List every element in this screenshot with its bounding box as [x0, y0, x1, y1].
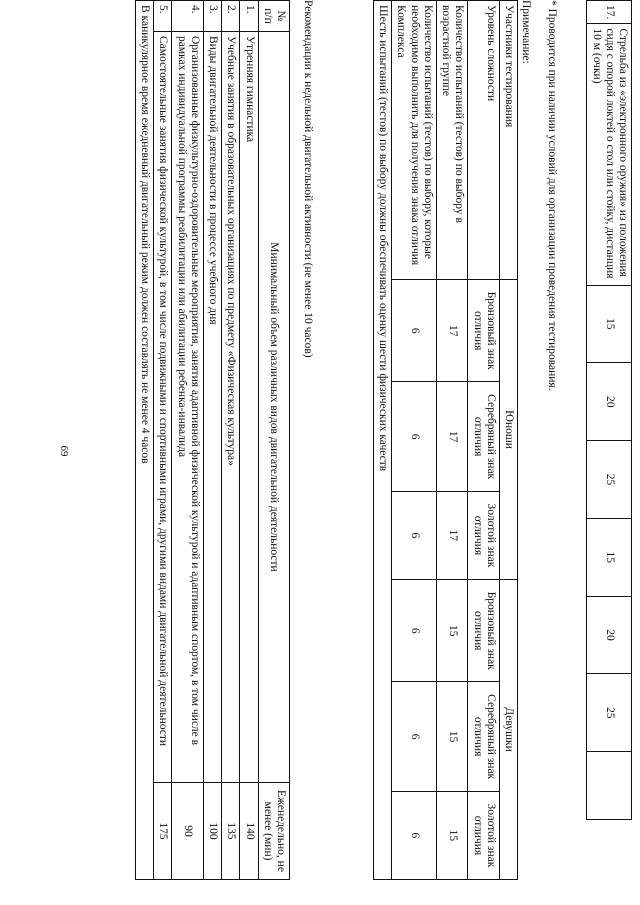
row-number: 1.: [240, 1, 258, 32]
value-cell: 15: [436, 580, 467, 682]
norm-table: [373, 0, 518, 880]
footnote: * Проводится при наличии условий для организации проведения тестирования.: [546, 0, 558, 391]
value-cell: 17: [436, 382, 467, 491]
value-cell: 20: [587, 596, 632, 674]
group-girls: Девушки: [499, 580, 517, 880]
level-cell: Золотой знак отличия: [468, 791, 499, 879]
value-cell: 6: [392, 791, 437, 879]
value-cell: 17: [436, 280, 467, 382]
participants-label: Участники тестирования: [499, 1, 517, 280]
table-row: [172, 1, 203, 880]
level-cell: Золотой знак отличия: [468, 491, 499, 579]
last-row-text: Шесть испытаний (тестов) по выбору должны обеспечивать оценку шести физических качеств: [374, 1, 392, 880]
value-cell: 20: [587, 363, 632, 441]
table-footer: В каникулярное время ежедневный двигательный режим должен составлять не менее 4 часов: [136, 1, 154, 880]
col-activity-header: Минимальный объем различных видов двигательной деятельности: [258, 32, 289, 783]
row-text: Организованные физкультурно-оздоровительные мероприятия, занятия адаптивной физической культурой и адаптивным спортом, в том числе в рамках индивидуальной программы реабилитации или абилитации ребенка-инвалида: [172, 32, 203, 783]
table-row: [374, 1, 392, 880]
table-row: [468, 1, 499, 880]
row-label: Количество испытаний (тестов) по выбору, которые необходимо выполнить для получения знака отличия Комплекса: [392, 1, 437, 280]
row-value: 175: [154, 783, 172, 880]
level-cell: Бронзовый знак отличия: [468, 580, 499, 682]
table-row: [240, 1, 258, 880]
row-text: Самостоятельные занятия физической культурой, в том числе подвижными и спортивными играми, другими видами двигательной деятельности: [154, 32, 172, 783]
row-label: Количество испытаний (тестов) по выбору в возрастной группе: [436, 1, 467, 280]
activity-table: [135, 0, 290, 880]
value-cell: 15: [587, 518, 632, 596]
note-title: Примечание:: [520, 0, 532, 64]
table-row: [154, 1, 172, 880]
row-text: Учебные занятия в образовательных организациях по предмету «Физическая культура»: [222, 32, 240, 783]
level-cell: Бронзовый знак отличия: [468, 280, 499, 382]
value-cell: 25: [587, 674, 632, 752]
row-number: 4.: [172, 1, 203, 32]
value-cell: 25: [587, 441, 632, 519]
row-value: 90: [172, 783, 203, 880]
level-cell: Серебряный знак отличия: [468, 682, 499, 791]
group-boys: Юноши: [499, 280, 517, 580]
table-row: [499, 1, 517, 880]
table-row: [222, 1, 240, 880]
table-row: [436, 1, 467, 880]
value-cell: 17: [436, 491, 467, 579]
page-number: 69: [58, 445, 70, 457]
value-cell: 6: [392, 382, 437, 491]
value-cell: 15: [436, 682, 467, 791]
row-number: 3.: [203, 1, 221, 32]
table-row: [392, 1, 437, 880]
row-text: Виды двигательной деятельности в процессе учебного дня: [203, 32, 221, 783]
table-row: [136, 1, 154, 880]
value-cell: 6: [392, 491, 437, 579]
value-cell: 15: [436, 791, 467, 879]
row-label: Стрельба из «электронного оружия» из положения сидя с опорой локтей о стол или стойку, дистанция 10 м (очки): [587, 24, 632, 285]
value-cell: 6: [392, 682, 437, 791]
row-number: 17.: [587, 1, 632, 24]
col-num-header: № п/п: [258, 1, 289, 32]
row-number: 2.: [222, 1, 240, 32]
row-value: 100: [203, 783, 221, 880]
level-cell: Серебряный знак отличия: [468, 382, 499, 491]
recommendations-title: Рекомендации к недельной двигательной активности (не менее 10 часов): [302, 0, 314, 358]
empty-cell: [587, 752, 632, 820]
row-text: Утренняя гимнастика: [240, 32, 258, 783]
table-row: [587, 1, 632, 820]
value-cell: 6: [392, 280, 437, 382]
row-number: 5.: [154, 1, 172, 32]
col-weekly-header: Еженедельно, не менее (мин): [258, 783, 289, 880]
table-row: [258, 1, 289, 880]
row-value: 135: [222, 783, 240, 880]
top-table: [586, 0, 632, 820]
value-cell: 6: [392, 580, 437, 682]
row-value: 140: [240, 783, 258, 880]
table-row: [203, 1, 221, 880]
value-cell: 15: [587, 285, 632, 363]
level-label: Уровень сложности: [468, 1, 499, 280]
